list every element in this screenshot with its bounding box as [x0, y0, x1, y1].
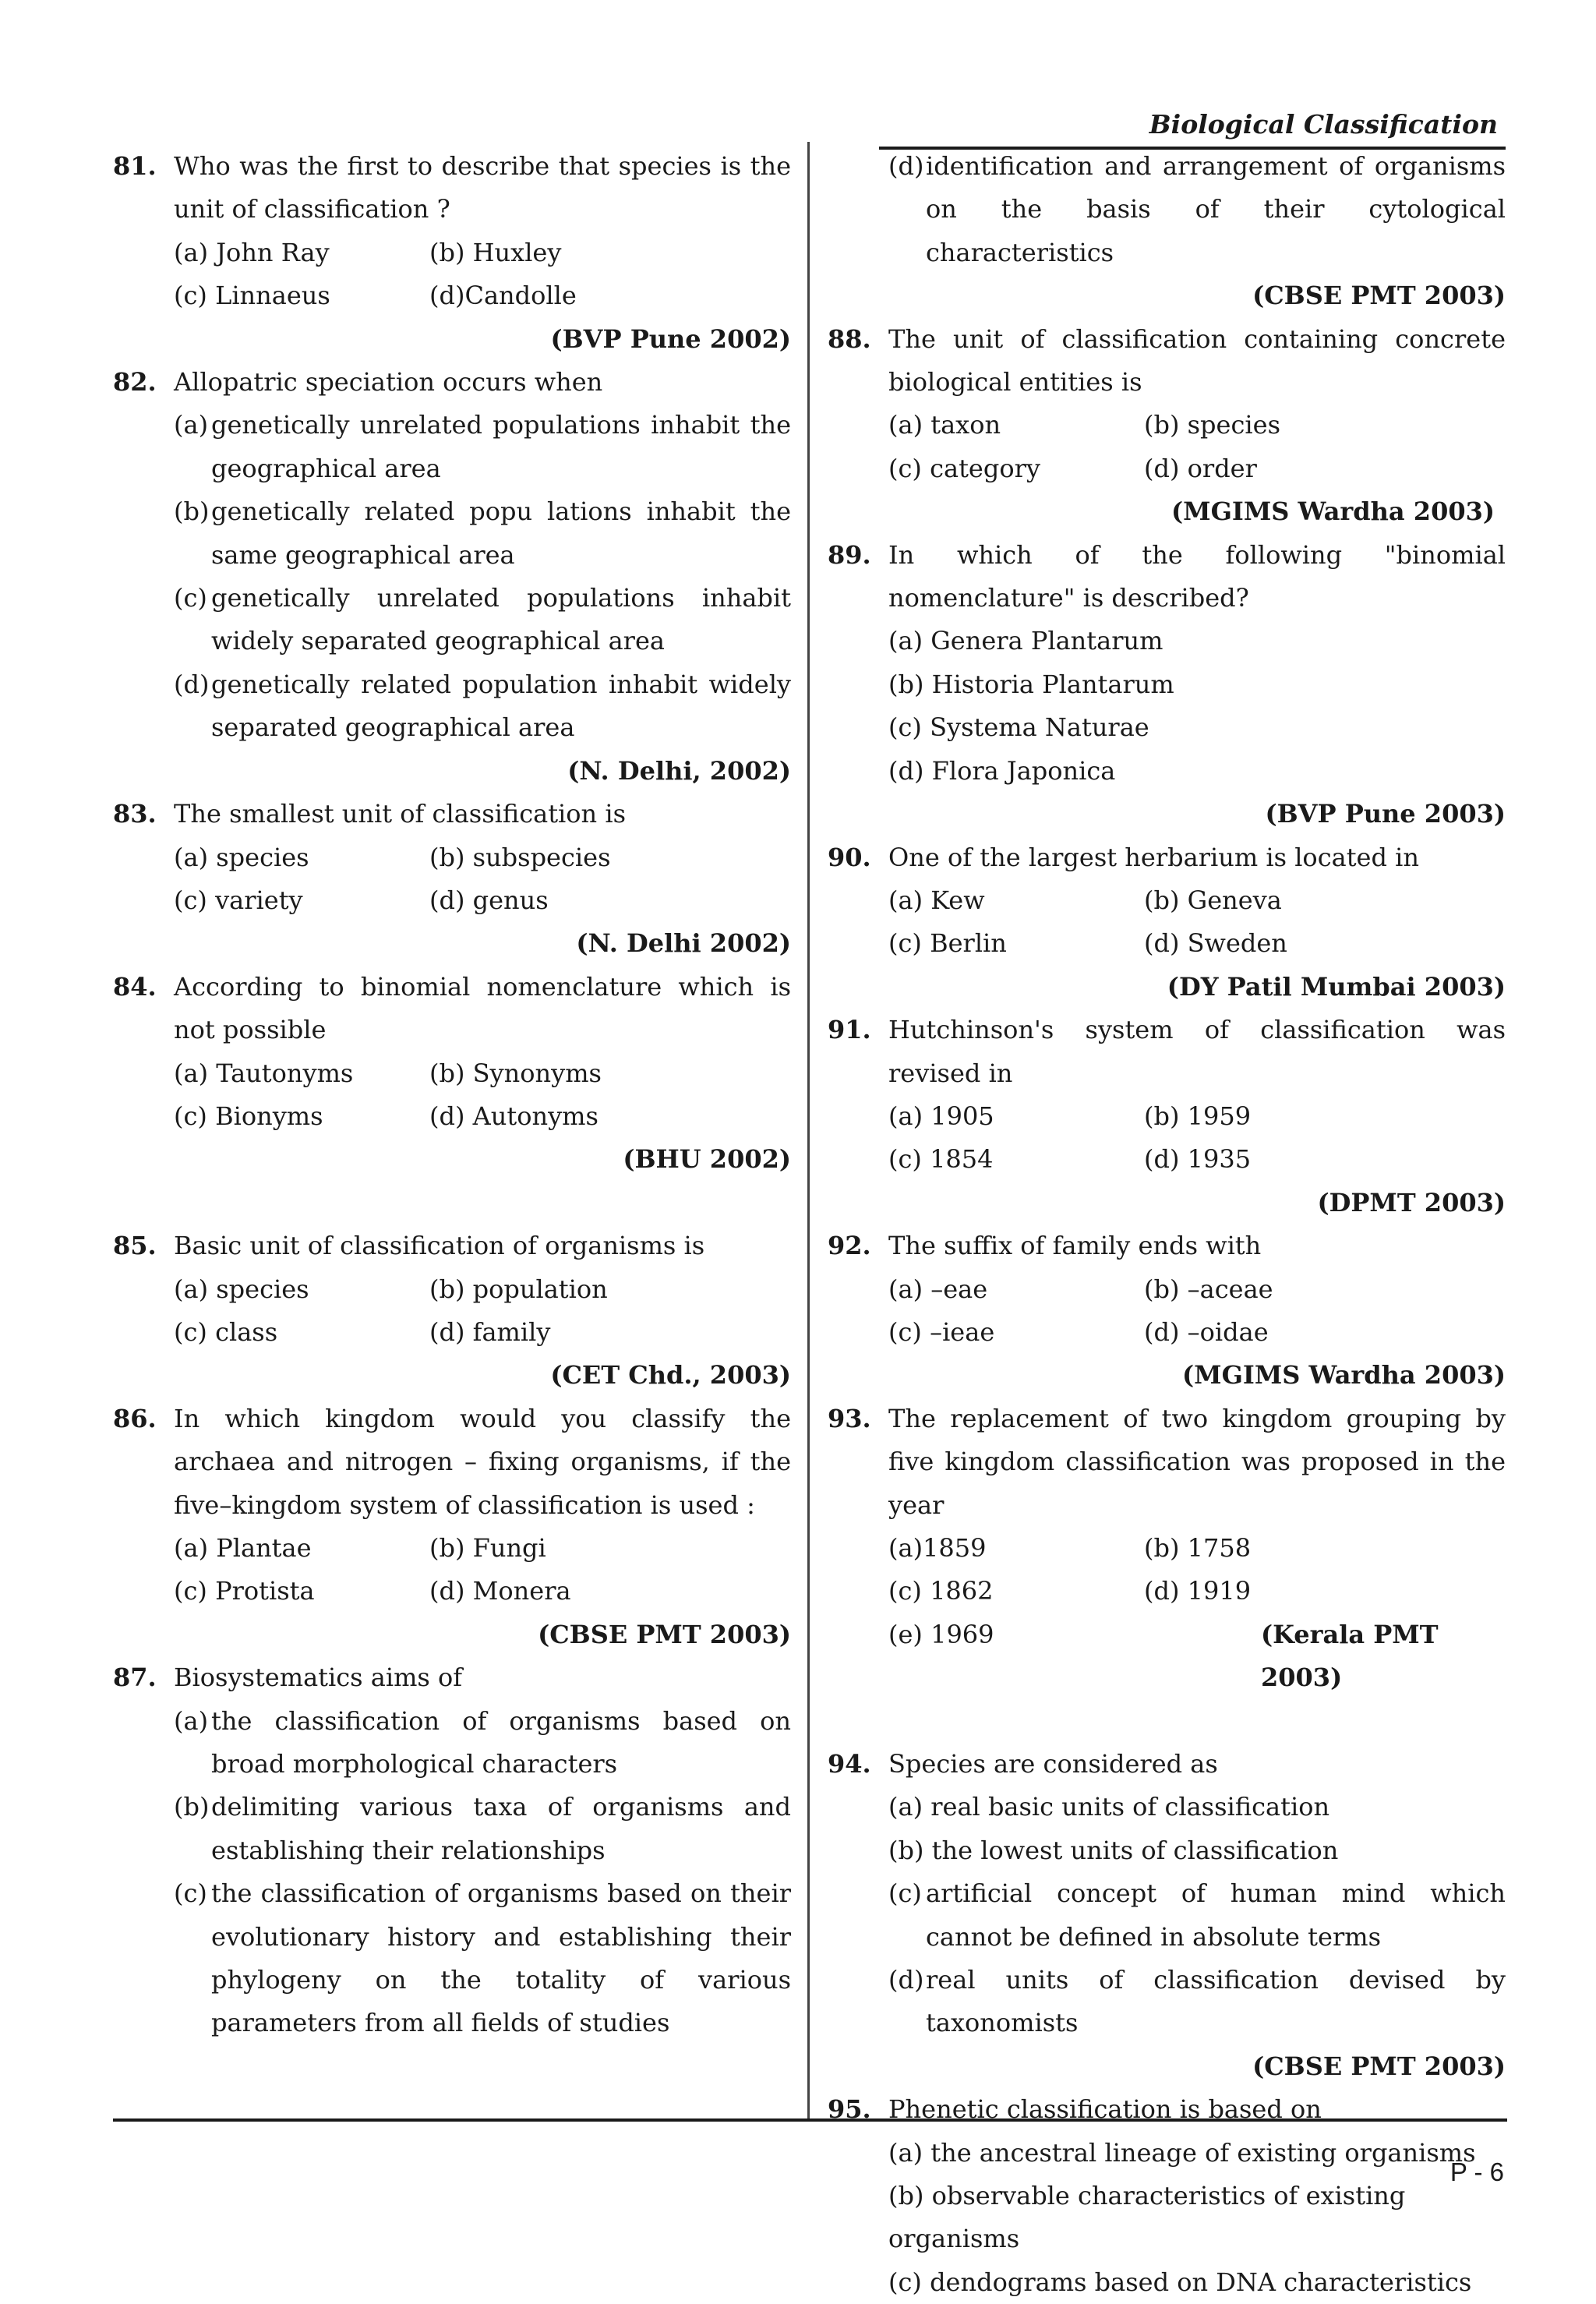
option-text: artificial concept of human mind which cannot be defined in absolute terms [926, 1878, 1506, 1952]
option-c [888, 1872, 1506, 1959]
question-82 [113, 361, 791, 793]
option-a: (a) species [174, 1274, 309, 1304]
option-d: (d)Candolle [429, 281, 577, 311]
question-number: 95. [828, 2094, 871, 2125]
question-text: Species are considered as [888, 1749, 1218, 1779]
options [828, 1268, 1506, 1355]
option-a: (a) taxon [888, 410, 1001, 440]
option-label: (b) [174, 496, 210, 527]
option-text: real units of classification devised by taxonomists [926, 1965, 1506, 2038]
option-b: (b) Fungi [429, 1532, 546, 1563]
option-text: genetically related popu lations inhabit the same geographical area [211, 496, 791, 570]
column-divider [807, 142, 810, 2122]
source-citation: (CBSE PMT 2003) [1252, 281, 1506, 311]
option-d: (d) genus [429, 885, 549, 915]
source-citation: (MGIMS Wardha 2003) [1171, 496, 1495, 527]
source-citation: (CBSE PMT 2003) [1252, 2051, 1506, 2081]
option-b: (b) subspecies [429, 842, 611, 872]
question-86 [113, 1398, 791, 1656]
option-d [888, 1959, 1506, 2045]
option-c: (c) variety [174, 885, 303, 915]
option-c: (c) Bionyms [174, 1101, 323, 1131]
question-text: Allopatric speciation occurs when [174, 367, 603, 398]
source-citation: (BVP Pune 2002) [550, 323, 791, 354]
question-text: In which of the following "binomial nomenclature" is described? [888, 539, 1506, 613]
options [828, 879, 1506, 966]
option-c: (c) –ieae [888, 1316, 995, 1347]
question-87-continued [828, 145, 1506, 318]
option-d: (d) –oidae [1144, 1316, 1269, 1347]
question-92 [828, 1224, 1506, 1398]
question-number: 82. [113, 367, 157, 398]
question-number: 90. [828, 842, 871, 872]
options [113, 836, 791, 923]
option-c: (c) 1854 [888, 1144, 994, 1175]
question-number: 81. [113, 151, 157, 181]
option-d: (d) order [1144, 453, 1257, 483]
source-citation: (N. Delhi 2002) [576, 928, 791, 959]
option-label: (a) [174, 1705, 209, 1736]
source-citation: (Kerala PMT 2003) [1261, 1619, 1439, 1693]
question-text: One of the largest herbarium is located in [888, 842, 1419, 872]
option-c [174, 577, 791, 663]
question-83 [113, 793, 791, 966]
options [828, 2132, 1506, 2304]
left-column [113, 145, 791, 2045]
options [828, 1527, 1506, 1700]
question-number: 94. [828, 1749, 871, 1779]
options [828, 404, 1506, 490]
question-84 [113, 966, 791, 1224]
option-label: (b) [174, 1792, 210, 1822]
option-text: the classification of organisms based on broad morphological characters [211, 1705, 791, 1779]
option-a: (a) 1905 [888, 1101, 994, 1131]
question-number: 84. [113, 971, 157, 1002]
question-number: 83. [113, 799, 157, 829]
question-89 [828, 534, 1506, 836]
option-e: (e) 1969 [888, 1619, 994, 1649]
question-81 [113, 145, 791, 361]
question-number: 89. [828, 539, 871, 570]
option-b: (b) population [429, 1274, 608, 1304]
option-c: (c) Protista [174, 1576, 315, 1606]
question-number: 86. [113, 1403, 157, 1433]
options [113, 1700, 791, 2045]
option-b: (b) Geneva [1144, 885, 1282, 915]
source-citation: (DPMT 2003) [1317, 1187, 1506, 1217]
question-91 [828, 1009, 1506, 1224]
option-a: (a) Genera Plantarum [888, 626, 1163, 656]
option-a: (a) Plantae [174, 1532, 312, 1563]
question-number: 91. [828, 1015, 871, 1045]
options [113, 1052, 791, 1139]
option-label: (d) [174, 669, 210, 699]
options [828, 1786, 1506, 2044]
options [113, 404, 791, 749]
option-text: genetically related population inhabit widely separated geographical area [211, 669, 791, 743]
option-c: (c) Linnaeus [174, 281, 330, 311]
question-88 [828, 318, 1506, 534]
options [113, 1268, 791, 1355]
option-b: (b) observable characteristics of existing organisms [888, 2181, 1406, 2254]
option-text: the classification of organisms based on their evolutionary history and establishing their phylogeny on the totality of various parameters from all fields of studies [211, 1878, 791, 2038]
option-a: (a) John Ray [174, 237, 330, 267]
option-text: genetically unrelated populations inhabit widely separated geographical area [211, 583, 791, 656]
option-a: (a) –eae [888, 1274, 988, 1304]
question-text: In which kingdom would you classify the archaea and nitrogen – fixing organisms, if the five–kingdom system of classification is used : [174, 1403, 791, 1520]
page-number: P - 6 [1449, 2157, 1504, 2186]
option-label: (c) [174, 1878, 207, 1909]
option-d [828, 145, 1506, 274]
question-text: The suffix of family ends with [888, 1231, 1262, 1261]
option-text: delimiting various taxa of organisms and establishing their relationships [211, 1792, 791, 1865]
question-90 [828, 836, 1506, 1009]
question-text: Who was the first to describe that species is the unit of classification ? [174, 151, 791, 224]
option-c: (c) dendograms based on DNA characteristics [888, 2267, 1472, 2297]
question-number: 85. [113, 1231, 157, 1261]
question-number: 88. [828, 323, 871, 354]
option-b: (b) Huxley [429, 237, 562, 267]
option-b: (b) –aceae [1144, 1274, 1273, 1304]
option-b: (b) species [1144, 410, 1280, 440]
question-text: The unit of classification containing concrete biological entities is [888, 323, 1506, 398]
question-number: 87. [113, 1663, 157, 1693]
source-citation: (CET Chd., 2003) [550, 1360, 791, 1391]
question-text: Hutchinson's system of classification was revised in [888, 1015, 1506, 1088]
option-c [174, 1872, 791, 2045]
option-d [174, 663, 791, 750]
option-a: (a) Tautonyms [174, 1058, 354, 1088]
source-citation: (BVP Pune 2003) [1265, 799, 1506, 829]
option-d: (d) Autonyms [429, 1101, 598, 1131]
question-93 [828, 1398, 1506, 1743]
option-label: (c) [174, 583, 207, 613]
option-b [174, 1786, 791, 1872]
option-d: (d) Flora Japonica [888, 755, 1116, 786]
question-87 [113, 1656, 791, 2045]
question-85 [113, 1224, 791, 1398]
option-b [174, 490, 791, 577]
option-d: (d) Sweden [1144, 928, 1287, 959]
option-a: (a)1859 [888, 1533, 987, 1563]
option-label: (c) [888, 1878, 922, 1909]
option-b: (b) 1758 [1144, 1533, 1252, 1563]
source-citation: (BHU 2002) [623, 1144, 791, 1175]
question-number: 93. [828, 1403, 871, 1433]
options [828, 620, 1506, 793]
option-label: (d) [888, 1965, 924, 1995]
option-c: (c) category [888, 453, 1040, 483]
source-citation: (MGIMS Wardha 2003) [1182, 1360, 1506, 1391]
option-a: (a) real basic units of classification [888, 1792, 1330, 1822]
source-citation: (N. Delhi, 2002) [567, 755, 791, 786]
option-b: (b) the lowest units of classification [888, 1835, 1339, 1865]
option-text: genetically unrelated populations inhabit the geographical area [211, 410, 791, 483]
option-a: (a) the ancestral lineage of existing organisms [888, 2137, 1476, 2168]
option-c: (c) Systema Naturae [888, 712, 1149, 743]
option-d: (d) Monera [429, 1576, 571, 1606]
option-label: (a) [174, 410, 209, 440]
option-label: (d) [888, 151, 924, 181]
option-c: (c) class [174, 1316, 278, 1347]
question-text: Biosystematics aims of [174, 1663, 463, 1693]
option-a: (a) species [174, 842, 309, 872]
question-text: The replacement of two kingdom grouping by five kingdom classification was proposed in the year [888, 1403, 1506, 1520]
option-c: (c) 1862 [888, 1576, 994, 1606]
option-d: (d) 1935 [1144, 1144, 1252, 1175]
option-b: (b) Synonyms [429, 1058, 602, 1088]
options [828, 1095, 1506, 1182]
running-header: Biological Classification [1149, 109, 1498, 140]
question-text: Phenetic classification is based on [888, 2094, 1322, 2125]
option-d: (d) 1919 [1144, 1576, 1252, 1606]
options [113, 1527, 791, 1613]
options [113, 231, 791, 318]
question-text: Basic unit of classification of organisms is [174, 1231, 705, 1261]
option-text: identification and arrangement of organisms on the basis of their cytological characteristics [926, 151, 1506, 267]
source-citation: (CBSE PMT 2003) [538, 1619, 791, 1649]
question-95 [828, 2088, 1506, 2304]
option-b: (b) Historia Plantarum [888, 669, 1174, 699]
option-a [174, 1700, 791, 1786]
right-column [828, 145, 1506, 2304]
question-94 [828, 1743, 1506, 2088]
option-b: (b) 1959 [1144, 1101, 1252, 1131]
source-citation: (DY Patil Mumbai 2003) [1167, 971, 1506, 1002]
option-a [174, 404, 791, 490]
option-d: (d) family [429, 1316, 551, 1347]
question-number: 92. [828, 1231, 871, 1261]
option-c: (c) Berlin [888, 928, 1007, 959]
question-text: According to binomial nomenclature which is not possible [174, 971, 791, 1045]
option-a: (a) Kew [888, 885, 985, 915]
question-text: The smallest unit of classification is [174, 799, 626, 829]
